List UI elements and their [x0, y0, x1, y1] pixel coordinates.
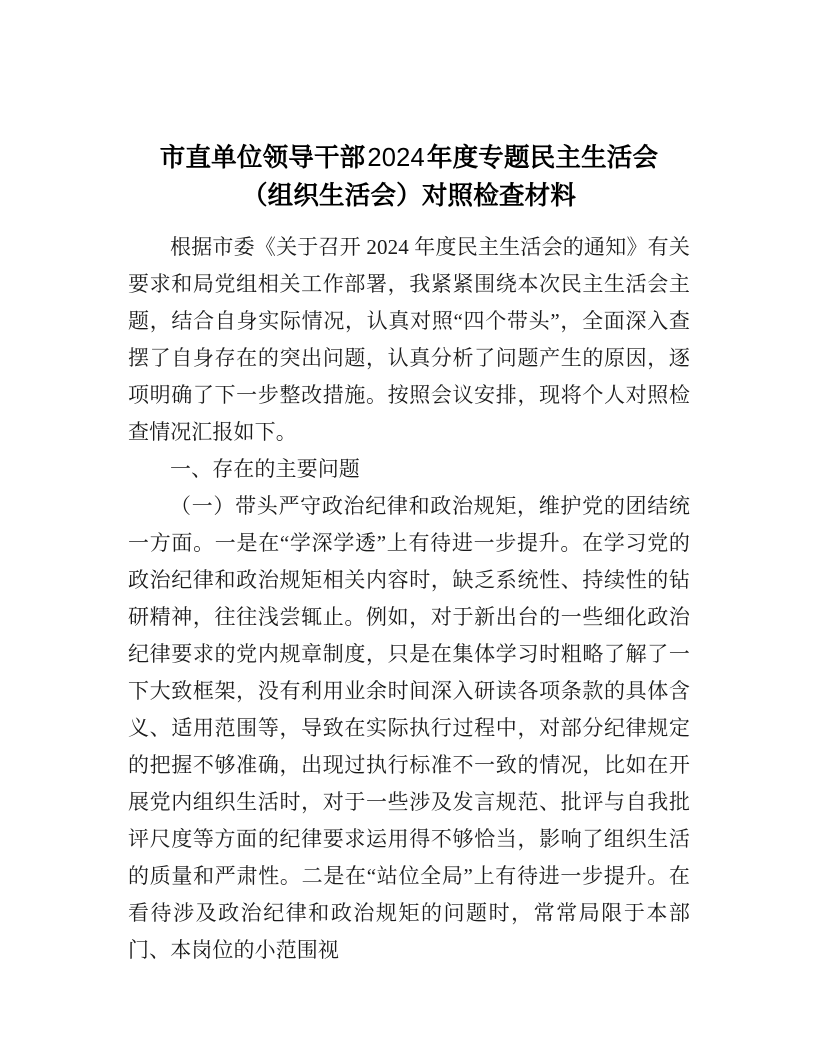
page-title-line-2: （组织生活会）对照检查材料	[241, 182, 577, 210]
document-content	[128, 139, 690, 969]
subsection-heading-one: （一）带头严守政治纪律和政治规矩，维护党的团结统一方面。一是在“学深学透”上有待进一步提升。在学习党的政治纪律和政治规矩相关内容时，缺乏系统性、持续性的钻研精神，往往浅尝辄止。例如，对于新出台的一些细化政治纪律要求的党内规章制度，只是在集体学习时粗略了解了一下大致框架，没有利用业余时间深入研读各项条款的具体含义、适用范围等，导致在实际执行过程中，对部分纪律规定的把握不够准确，出现过执行标准不一致的情况，比如在开展党内组织生活时，对于一些涉及发言规范、批评与自我批评尺度等方面的纪律要求运用得不够恰当，影响了组织生活的质量和严肃性。二是在“站位全局”上有待进一步提升。在看待涉及政治纪律和政治规矩的问题时，常常局限于本部门、本岗位的小范围视	[128, 494, 690, 962]
page-title-line-1-suffix: 年度专题民主生活会	[426, 144, 659, 172]
page-title	[128, 139, 690, 215]
intro-paragraph: 根据市委《关于召开 2024 年度民主生活会的通知》有关要求和局党组相关工作部署，我紧紧围绕本次民主生活会主题，结合自身实际情况，认真对照“四个带头”，全面深入查摆了自身存在的突出问题，认真分析了问题产生的原因，逐项明确了下一步整改措施。按照会议安排，现将个人对照检查情况汇报如下。	[128, 235, 690, 444]
page-title-line-1	[128, 139, 690, 177]
page-title-line-1-prefix: 市直单位领导干部	[159, 144, 366, 172]
section-heading-one: 一、存在的主要问题	[170, 457, 360, 481]
page-title-year: 2024	[367, 144, 425, 172]
